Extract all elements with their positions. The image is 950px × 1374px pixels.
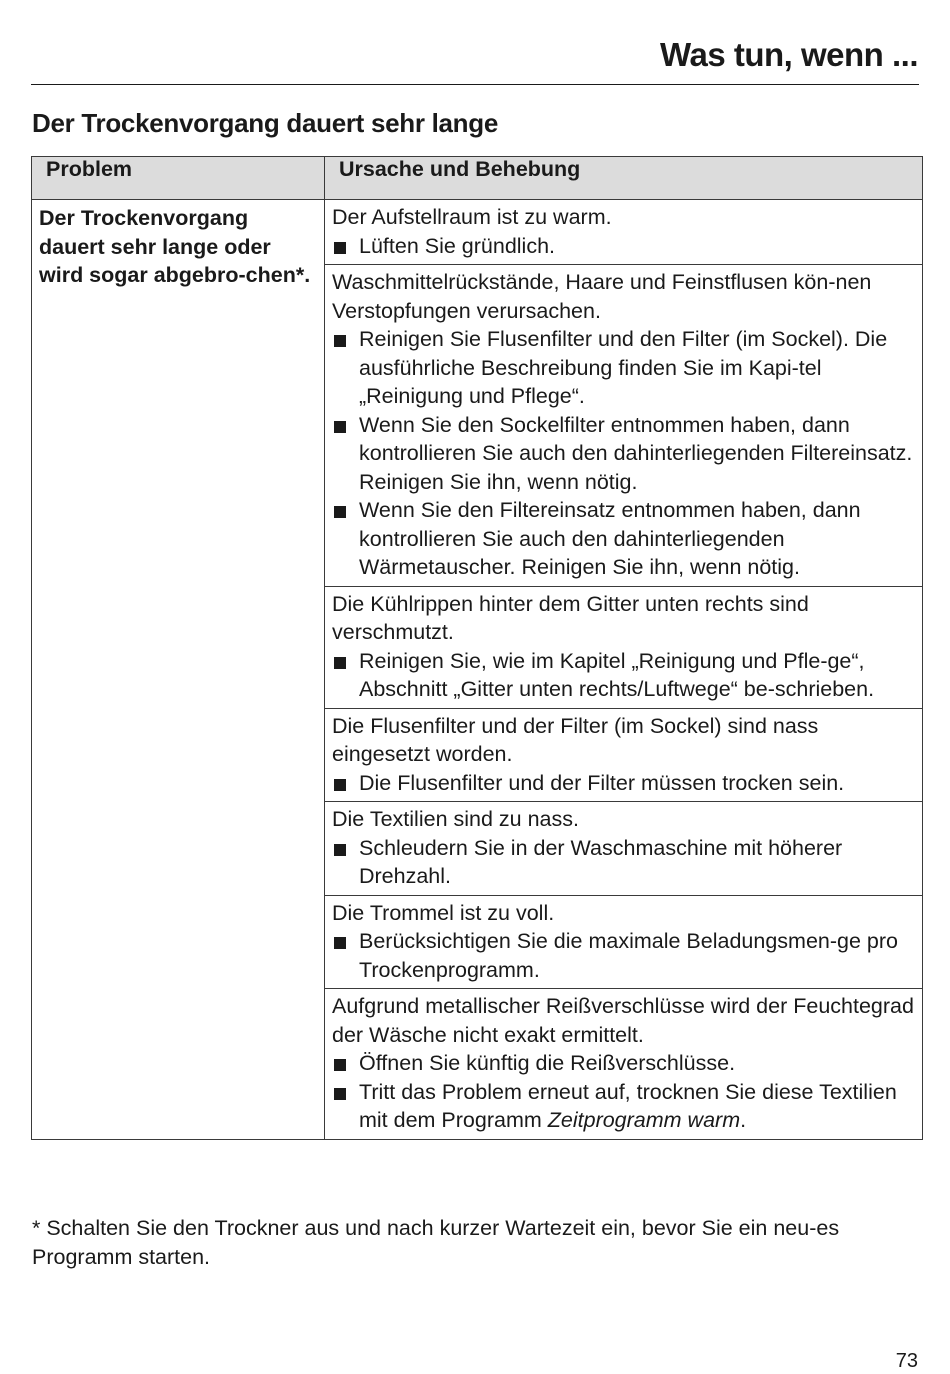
remedy-list: [332, 769, 914, 798]
footnote: * Schalten Sie den Trockner aus und nach kurzer Wartezeit ein, bevor Sie ein neu-es Programm starten.: [32, 1216, 840, 1269]
cause-cell: [325, 265, 923, 587]
page-header-title: Was tun, wenn ...: [660, 36, 918, 73]
remedy-item: Reinigen Sie Flusenfilter und den Filter (im Sockel). Die ausführliche Beschreibung finden Sie im Kapi-tel „Reinigung und Pflege“.: [332, 325, 914, 411]
section-title: Der Trockenvorgang dauert sehr lange: [32, 108, 499, 138]
cause-cell: [325, 200, 923, 265]
cause-text: Die Kühlrippen hinter dem Gitter unten rechts sind verschmutzt.: [332, 591, 809, 644]
problem-description: Der Trockenvorgang dauert sehr lange oder wird sogar abgebro-chen*.: [32, 200, 325, 1140]
header-divider: [31, 84, 919, 85]
cause-text: Die Flusenfilter und der Filter (im Sockel) sind nass eingesetzt worden.: [332, 713, 819, 766]
remedy-text-end: .: [740, 1108, 747, 1132]
cause-text: Aufgrund metallischer Reißverschlüsse wird der Feuchtegrad der Wäsche nicht exakt ermittelt.: [332, 994, 914, 1047]
cause-cell: [325, 802, 923, 896]
remedy-item: Reinigen Sie, wie im Kapitel „Reinigung und Pfle-ge“, Abschnitt „Gitter unten rechts/Luftwege“ be-schrieben.: [332, 647, 914, 704]
column-header-cause: Ursache und Behebung: [325, 157, 923, 200]
cause-text: Waschmittelrückstände, Haare und Feinstflusen kön-nen Verstopfungen verursachen.: [332, 270, 872, 323]
remedy-list: [332, 834, 914, 891]
remedy-item: Öffnen Sie künftig die Reißverschlüsse.: [332, 1049, 914, 1078]
cause-text: Der Aufstellraum ist zu warm.: [332, 205, 612, 229]
remedy-list: [332, 232, 914, 261]
table-header-row: [32, 157, 923, 200]
remedy-item: [332, 1078, 914, 1135]
remedy-list: [332, 927, 914, 984]
page-number: 73: [895, 1350, 918, 1372]
remedy-item: Wenn Sie den Sockelfilter entnommen haben, dann kontrollieren Sie auch den dahinterliegenden Filtereinsatz. Reinigen Sie ihn, wenn nötig.: [332, 411, 914, 497]
remedy-item: Schleudern Sie in der Waschmaschine mit höherer Drehzahl.: [332, 834, 914, 891]
cause-cell: [325, 586, 923, 708]
cause-text: Die Trommel ist zu voll.: [332, 900, 555, 925]
remedy-list: [332, 325, 914, 582]
remedy-item: Die Flusenfilter und der Filter müssen trocken sein.: [332, 769, 914, 798]
cause-cell: [325, 989, 923, 1140]
remedy-text: Tritt das Problem erneut auf, trocknen Sie diese Textilien mit dem Programm: [359, 1079, 897, 1132]
remedy-item: Wenn Sie den Filtereinsatz entnommen haben, dann kontrollieren Sie auch den dahinterliegenden Wärmetauscher. Reinigen Sie ihn, wenn nötig.: [332, 496, 914, 582]
remedy-item: Lüften Sie gründlich.: [332, 232, 914, 261]
troubleshooting-table: [31, 156, 923, 1140]
cause-cell: [325, 708, 923, 802]
remedy-list: [332, 1049, 914, 1135]
cause-text: Die Textilien sind zu nass.: [332, 807, 579, 831]
program-name: Zeitprogramm warm: [547, 1108, 741, 1132]
cause-cell: [325, 895, 923, 989]
column-header-problem: Problem: [32, 157, 325, 200]
remedy-item: Berücksichtigen Sie die maximale Beladungsmen-ge pro Trockenprogramm.: [332, 927, 914, 984]
remedy-list: [332, 647, 914, 704]
table-row: [32, 200, 923, 265]
